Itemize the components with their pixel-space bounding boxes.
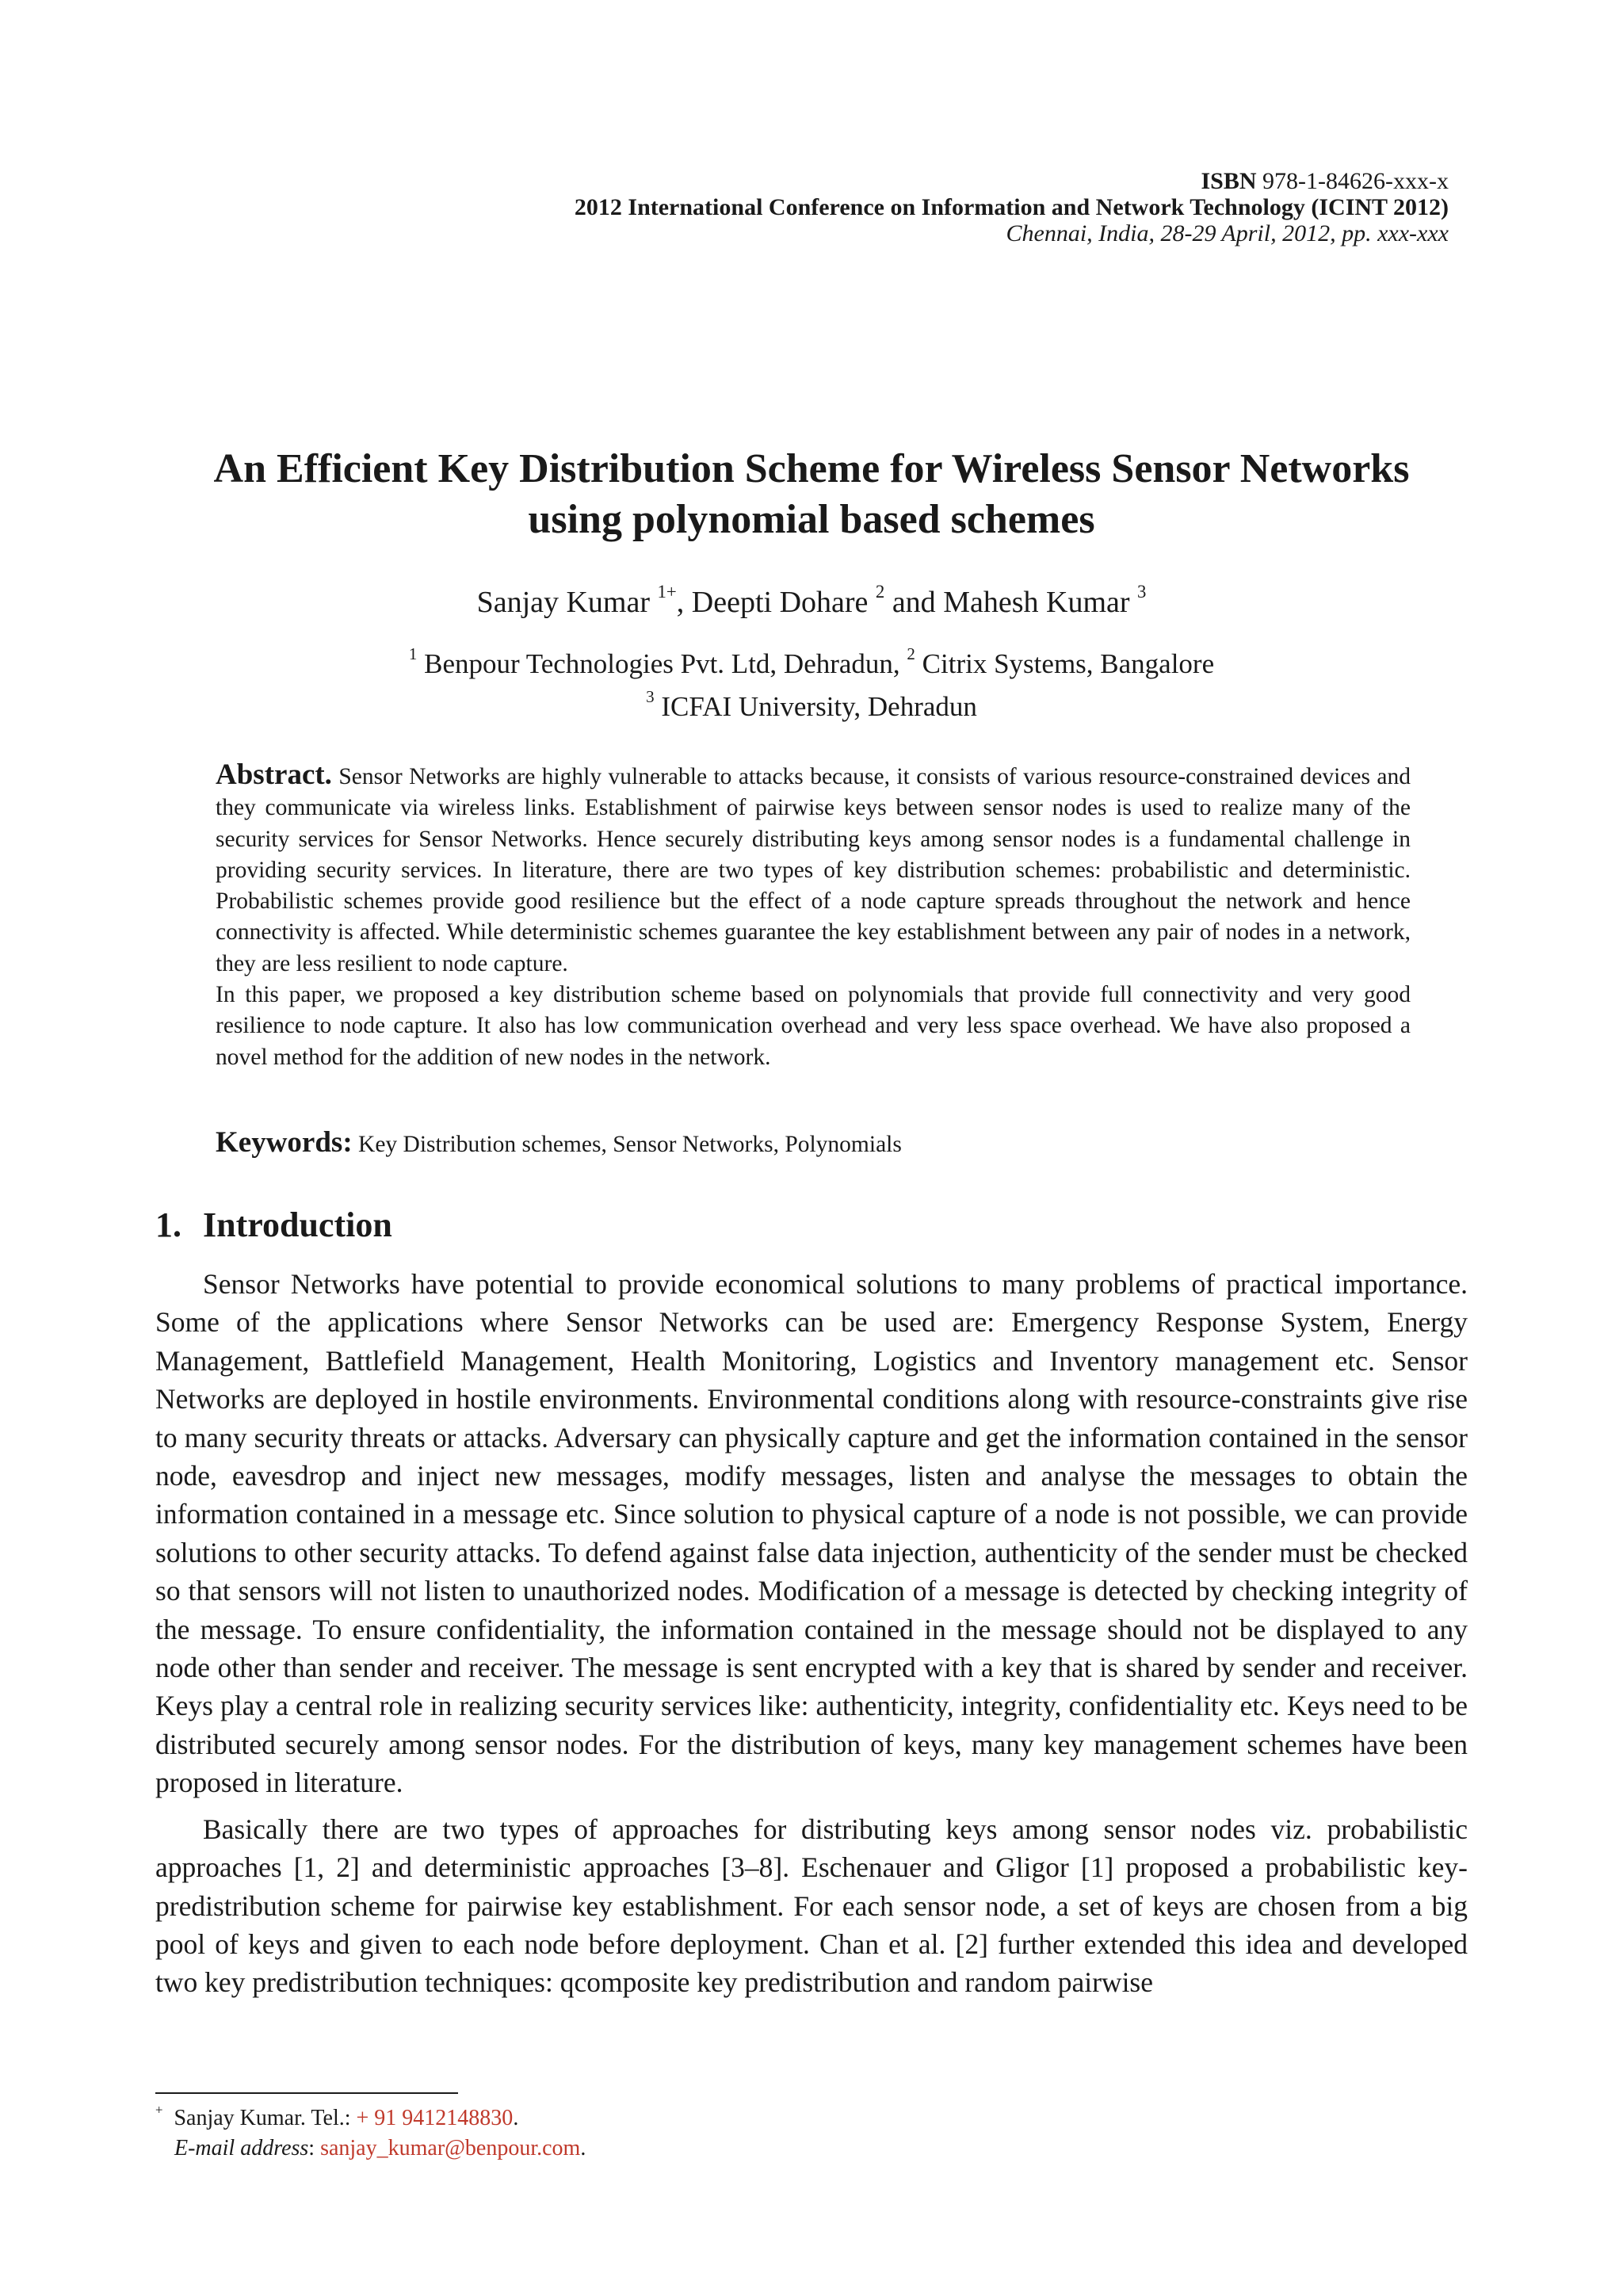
keywords-text: Key Distribution schemes, Sensor Networks, Polynomials	[358, 1132, 902, 1157]
isbn-label: ISBN	[1201, 168, 1257, 194]
abstract	[216, 759, 1411, 1073]
abstract-label: Abstract.	[216, 758, 332, 791]
author-list	[0, 581, 1623, 620]
footnote-contact	[155, 2103, 586, 2134]
affiliation-3-mark: 3	[646, 687, 655, 707]
footnote-period: .	[580, 2136, 586, 2160]
conference-name: 2012 International Conference on Information and Network Technology (ICINT 2012)	[574, 194, 1449, 220]
section-heading-introduction	[155, 1205, 392, 1245]
keywords-label: Keywords:	[216, 1126, 353, 1159]
author-3-affil: 3	[1137, 581, 1147, 602]
footnote-divider	[155, 2092, 458, 2094]
author-2-affil: 2	[875, 581, 885, 602]
body-paragraph-2: Basically there are two types of approaches for distributing keys among sensor nodes viz. probabilistic approaches [1, 2] and deterministic approaches [3–8]. Eschenauer and Gligor [1] proposed a probabilistic key-predistribution scheme for pairwise key establishment. For each sensor node, a set of keys are chosen from a big pool of keys and given to each node before deployment. Chan et al. [2] further extended this idea and developed two key predistribution techniques: qcomposite key predistribution and random pairwise	[155, 1813, 1468, 1999]
introduction-body	[155, 1265, 1468, 2002]
paper-header	[575, 168, 1449, 246]
author-1: Sanjay Kumar	[476, 586, 651, 619]
footnote-mark: +	[155, 2102, 163, 2118]
author-2: Deepti Dohare	[691, 586, 869, 619]
title-line-1: An Efficient Key Distribution Scheme for Wireless Sensor Networks	[213, 446, 1410, 491]
abstract-paragraph	[216, 759, 1411, 980]
email-label: E-mail address	[174, 2136, 309, 2160]
paper-title	[158, 444, 1465, 545]
abstract-text-2: In this paper, we proposed a key distribution scheme based on polynomials that provide full connectivity and very good resilience to node capture. It also has low communication overhead and very less space overhead. We have also proposed a novel method for the addition of new nodes in the network.	[216, 982, 1411, 1070]
affiliation-2-mark: 2	[907, 644, 915, 664]
isbn-value: 978-1-84626-xxx-x	[1262, 168, 1449, 194]
isbn-line	[575, 168, 1449, 194]
author-1-affil: 1+	[657, 581, 677, 602]
author-3: Mahesh Kumar	[943, 586, 1130, 619]
email-link[interactable]: sanjay_kumar@benpour.com	[320, 2136, 581, 2160]
footnote-email: E-mail address: sanjay_kumar@benpour.com.	[174, 2136, 586, 2160]
affiliation-1: Benpour Technologies Pvt. Ltd, Dehradun,	[424, 648, 900, 679]
footnote	[155, 2103, 586, 2164]
affiliation-line-2	[0, 687, 1623, 723]
body-paragraph-1: Sensor Networks have potential to provide economical solutions to many problems of practical importance. Some of the applications where Sensor Networks can be used are: Emergency Response System, Energy Management, Battlefield Management, Health Monitoring, Logistics and Inventory management etc. Sensor Networks are deployed in hostile environments. Environmental conditions along with resource-constraints give rise to many security threats or attacks. Adversary can physically capture and get the information contained in the sensor node, eavesdrop and inject new messages, modify messages, listen and analyse the messages to obtain the information contained in a message etc. Since solution to physical capture of a node is not possible, we can provide solutions to other security attacks. To defend against false data injection, authenticity of the sender must be checked so that sensors will not listen to unauthorized nodes. Modification of a message is detected by checking integrity of the message. To ensure confidentiality, the information contained in the message should not be displayed to any node other than sender and receiver. The message is sent encrypted with a key that is shared by sender and receiver. Keys play a central role in realizing security services like: authenticity, integrity, confidentiality etc. Keys need to be distributed securely among sensor nodes. For the distribution of keys, many key management schemes have been proposed in literature.	[155, 1268, 1468, 1799]
affiliation-3: ICFAI University, Dehradun	[661, 691, 977, 722]
affiliation-line-1	[0, 644, 1623, 680]
section-number: 1.	[155, 1205, 181, 1244]
affiliation-2: Citrix Systems, Bangalore	[922, 648, 1215, 679]
affiliation-1-mark: 1	[408, 644, 418, 664]
title-line-2: using polynomial based schemes	[528, 497, 1095, 542]
footnote-name: Sanjay Kumar. Tel.:	[174, 2106, 351, 2130]
footnote-period: .	[513, 2106, 519, 2130]
author-separator: and	[884, 586, 944, 619]
abstract-text-1: Sensor Networks are highly vulnerable to attacks because, it consists of various resource-constrained devices and they communicate via wireless links. Establishment of pairwise keys between sensor nodes is used to realize many of the security services for Sensor Networks. Hence securely distributing keys among sensor nodes is a fundamental challenge in providing security services. In literature, there are two types of key distribution schemes: probabilistic and deterministic. Probabilistic schemes provide good resilience but the effect of a node capture spreads throughout the network and hence connectivity is affected. While deterministic schemes guarantee the key establishment between any pair of nodes in a network, they are less resilient to node capture.	[216, 764, 1411, 976]
author-separator: ,	[676, 586, 692, 619]
phone-number: + 91 9412148830	[356, 2106, 514, 2130]
section-title: Introduction	[203, 1205, 392, 1244]
conference-venue: Chennai, India, 28-29 April, 2012, pp. xxx-xxx	[1006, 220, 1449, 246]
keywords	[216, 1125, 1411, 1159]
